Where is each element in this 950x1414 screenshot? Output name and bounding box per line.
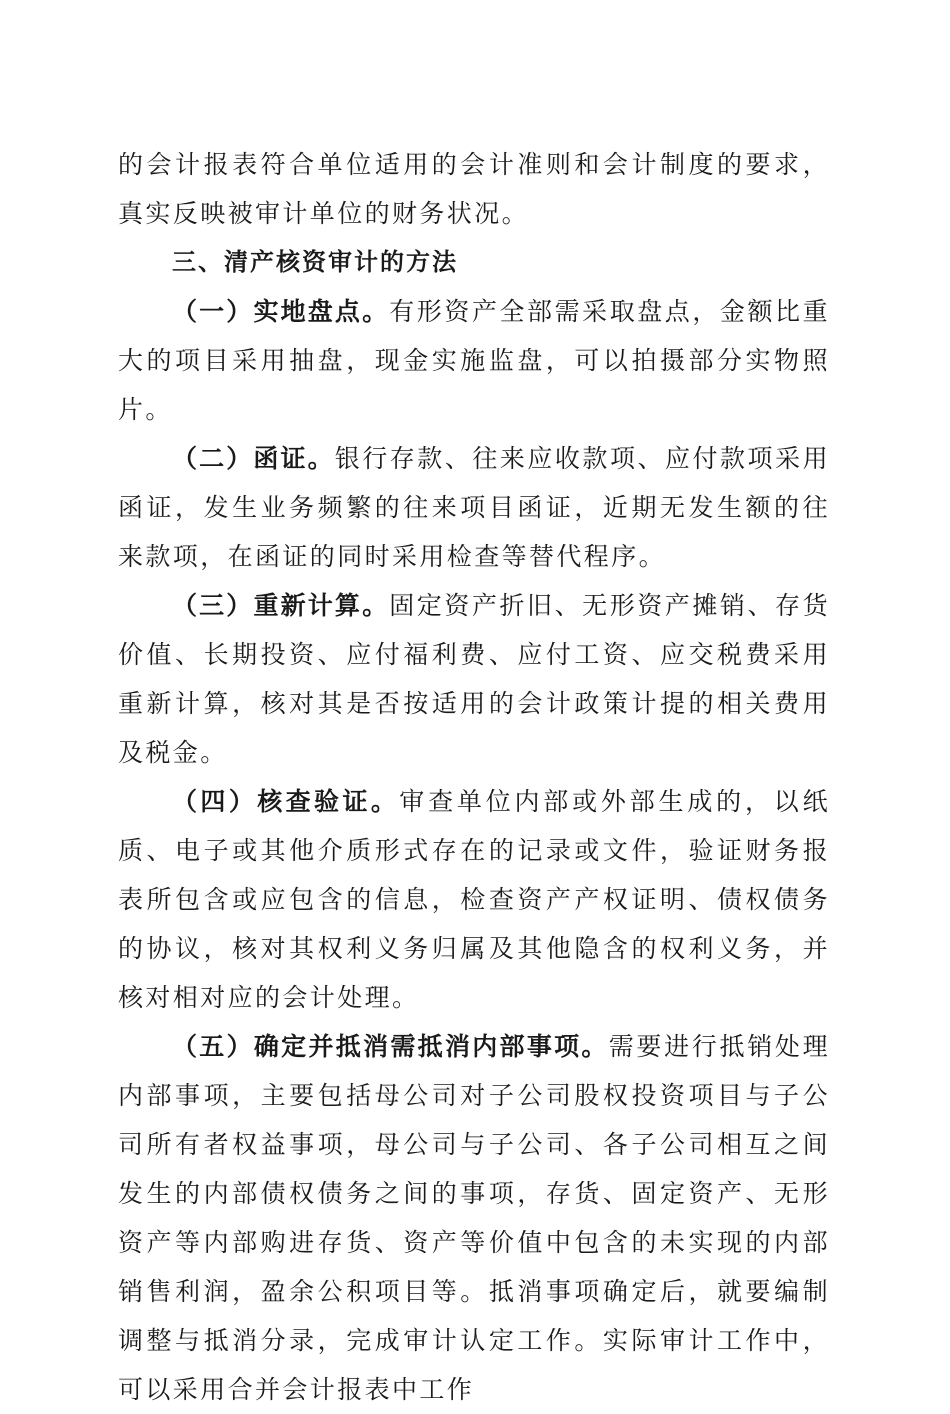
method-body-3: 固定资产折旧、无形资产摊销、存货价值、长期投资、应付福利费、应付工资、应交税费采用重新计算，核对其是否按适用的会计政策计提的相关费用及税金。 [118,591,830,767]
method-lead-4: （四）核查验证。 [172,787,400,816]
method-paragraph-5 [118,1022,830,1414]
method-body-2: 银行存款、往来应收款项、应付款项采用函证，发生业务频繁的往来项目函证，近期无发生额的往来款项，在函证的同时采用检查等替代程序。 [118,444,830,571]
section-heading: 三、清产核资审计的方法 [172,248,458,276]
method-body-5: 需要进行抵销处理内部事项，主要包括母公司对子公司股权投资项目与子公司所有者权益事项，母公司与子公司、各子公司相互之间发生的内部债权债务之间的事项，存货、固定资产、无形资产等内部购进存货、资产等价值中包含的未实现的内部销售利润，盈余公积项目等。抵消事项确定后，就要编制调整与抵消分录，完成审计认定工作。实际审计工作中，可以采用合并会计报表中工作 [118,1032,830,1404]
method-paragraph-2 [118,434,830,581]
method-lead-2: （二）函证。 [172,444,335,473]
method-lead-1: （一）实地盘点。 [172,297,390,326]
method-lead-3: （三）重新计算。 [172,591,390,620]
method-paragraph-3 [118,581,830,777]
method-paragraph-1 [118,287,830,434]
method-lead-5: （五）确定并抵消需抵消内部事项。 [172,1032,609,1061]
method-paragraph-4 [118,777,830,1022]
document-body [118,140,830,1414]
continuation-paragraph: 的会计报表符合单位适用的会计准则和会计制度的要求，真实反映被审计单位的财务状况。 [118,150,830,228]
method-body-1: 有形资产全部需采取盘点，金额比重大的项目采用抽盘，现金实施监盘，可以拍摄部分实物照片。 [118,297,830,424]
method-body-4: 审查单位内部或外部生成的，以纸质、电子或其他介质形式存在的记录或文件，验证财务报表所包含或应包含的信息，检查资产产权证明、债权债务的协议，核对其权利义务归属及其他隐含的权利义务，并核对相对应的会计处理。 [118,787,830,1012]
